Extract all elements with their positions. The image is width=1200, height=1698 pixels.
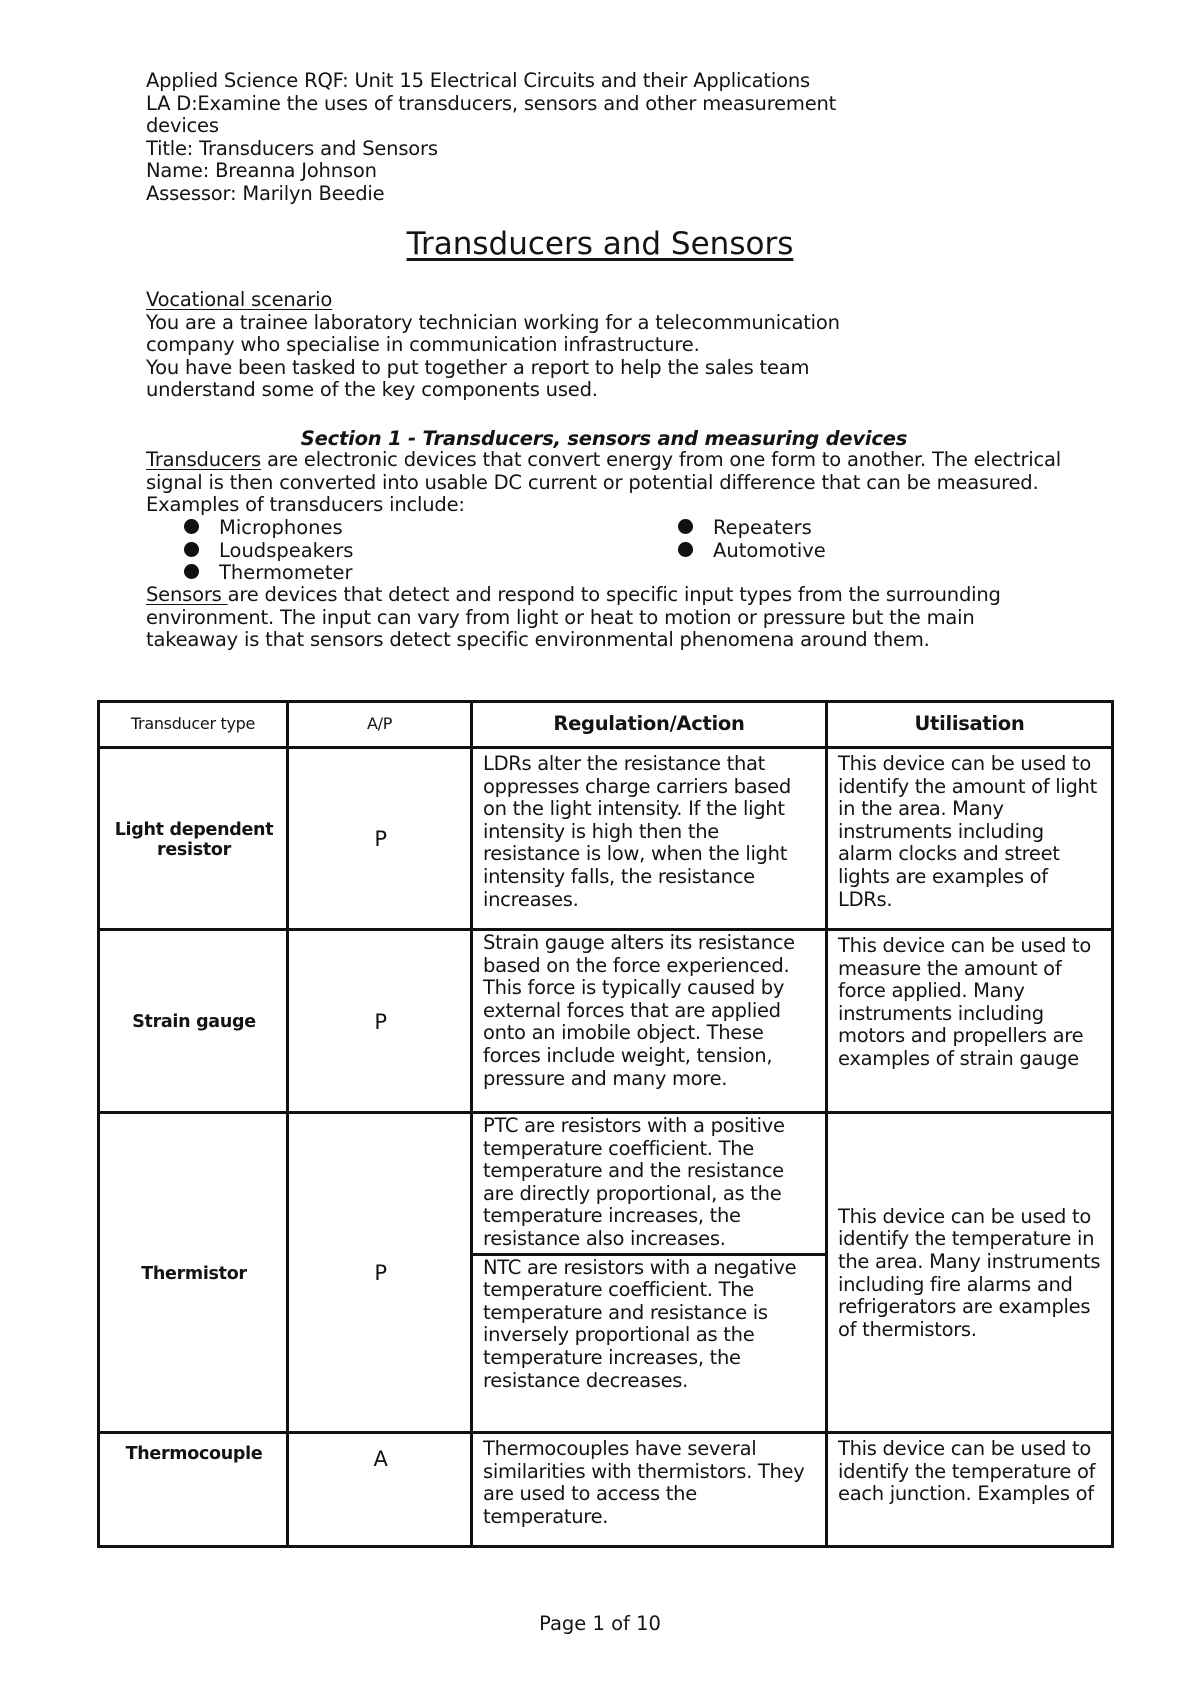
title-line: Title: Transducers and Sensors: [146, 136, 438, 160]
scenario-paragraph-1: You are a trainee laboratory technician working for a telecommunication company who specialise in communication infrastructure.: [146, 310, 840, 357]
table-row: [99, 930, 1113, 1113]
learning-aim-line-cont: devices: [146, 114, 219, 138]
transducers-term: Transducers: [146, 448, 261, 471]
sensors-paragraph: [146, 584, 1066, 652]
ntc-description: NTC are resistors with a negative temperature coefficient. The temperature and resistance is inversely proportional as the temperature increases, the resistance decreases.: [483, 1255, 797, 1392]
scenario-heading: Vocational scenario: [146, 288, 333, 311]
regulation-cell: Strain gauge alters its resistance based on the force experienced. This force is typically caused by external forces that are applied onto an imobile object. These forces include weight, tension, pressure and many more.: [472, 930, 827, 1113]
table-row: [99, 748, 1113, 930]
list-item: Loudspeakers: [184, 540, 353, 563]
scenario-paragraph-2: You have been tasked to put together a report to help the sales team understand some of the key components used.: [146, 355, 810, 402]
column-header-type: Transducer type: [99, 702, 288, 748]
list-item: Automotive: [678, 540, 826, 563]
name-line: Name: Breanna Johnson: [146, 159, 377, 183]
sensors-term: Sensors: [146, 583, 228, 606]
column-header-regulation: Regulation/Action: [472, 702, 827, 748]
assessor-line: Assessor: Marilyn Beedie: [146, 181, 385, 205]
utilisation-cell: This device can be used to identify the temperature of each junction. Examples of: [827, 1433, 1113, 1547]
ap-cell: P: [288, 930, 472, 1113]
bullet-icon: [678, 542, 693, 557]
transducer-type-cell: Strain gauge: [99, 930, 288, 1113]
regulation-cell: Thermocouples have several similarities with thermistors. They are used to access the temperature.: [472, 1433, 827, 1547]
learning-aim-line: LA D:Examine the uses of transducers, sensors and other measurement: [146, 91, 837, 115]
bullet-icon: [184, 564, 199, 579]
utilisation-cell: This device can be used to measure the amount of force applied. Many instruments including motors and propellers are examples of strain gauge: [827, 930, 1113, 1113]
list-item: Repeaters: [678, 517, 812, 540]
section-heading: Section 1 - Transducers, sensors and measuring devices: [300, 427, 908, 450]
column-header-utilisation: Utilisation: [827, 702, 1113, 748]
vocational-scenario: [146, 289, 1076, 402]
regulation-cell: [472, 1113, 827, 1433]
transducer-table: [97, 700, 1114, 1548]
table-row: [99, 1433, 1113, 1547]
utilisation-cell: This device can be used to identify the temperature in the area. Many instruments including fire alarms and refrigerators are examples of thermistors.: [827, 1113, 1113, 1433]
ap-cell: A: [288, 1433, 472, 1547]
page-number: Page 1 of 10: [539, 1612, 661, 1635]
document-header: [146, 70, 966, 206]
transducer-type-cell: Light dependent resistor: [99, 748, 288, 930]
document-title: Transducers and Sensors: [406, 226, 794, 262]
list-item: Thermometer: [184, 562, 353, 585]
bullet-icon: [678, 519, 693, 534]
column-header-ap: A/P: [288, 702, 472, 748]
bullet-icon: [184, 542, 199, 557]
ap-cell: P: [288, 1113, 472, 1433]
ap-cell: P: [288, 748, 472, 930]
regulation-cell: LDRs alter the resistance that oppresses charge carriers based on the light intensity. If the light intensity is high then the resistance is low, when the light intensity falls, the resistance increases.: [472, 748, 827, 930]
transducers-paragraph: [146, 449, 1066, 517]
table-row: [99, 1113, 1113, 1433]
list-item: Microphones: [184, 517, 343, 540]
table-header-row: [99, 702, 1113, 748]
bullet-icon: [184, 519, 199, 534]
utilisation-cell: This device can be used to identify the amount of light in the area. Many instruments including alarm clocks and street lights are examples of LDRs.: [827, 748, 1113, 930]
transducer-type-cell: Thermistor: [99, 1113, 288, 1433]
course-line: Applied Science RQF: Unit 15 Electrical Circuits and their Applications: [146, 69, 810, 92]
sensors-definition: are devices that detect and respond to specific input types from the surrounding environment. The input can vary from light or heat to motion or pressure but the main takeaway is that sensors detect specific environmental phenomena around them.: [146, 583, 1001, 652]
transducer-type-cell: Thermocouple: [99, 1433, 288, 1547]
transducers-definition: are electronic devices that convert energy from one form to another. The electrical signal is then converted into usable DC current or potential difference that can be measured. Examples of transducers include:: [146, 448, 1061, 517]
ptc-description: PTC are resistors with a positive temperature coefficient. The temperature and the resistance are directly proportional, as the temperature increases, the resistance also increases.: [473, 1114, 825, 1256]
